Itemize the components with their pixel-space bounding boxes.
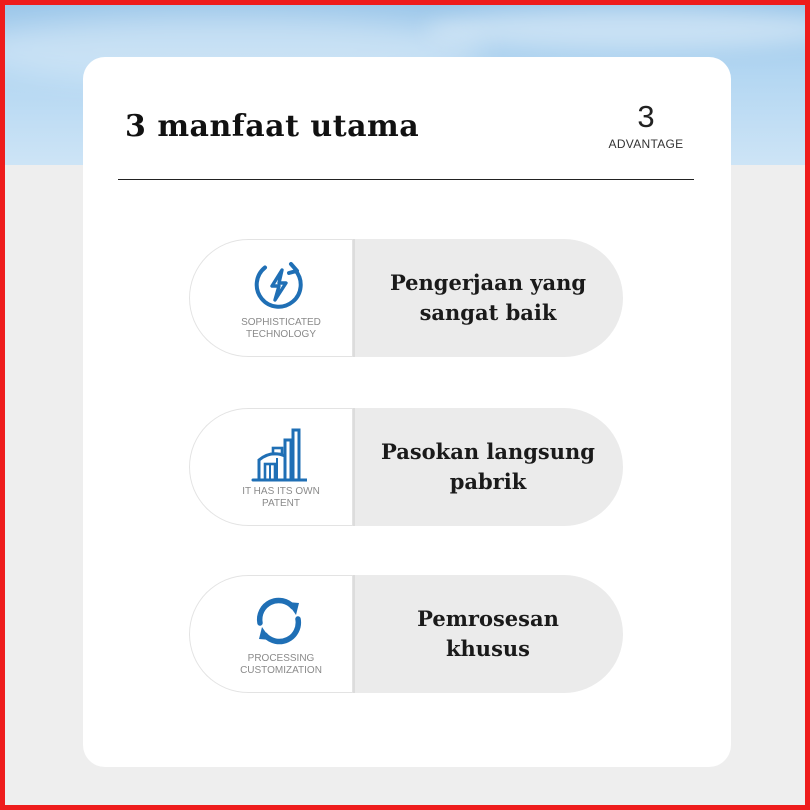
feature-item-workmanship: [189, 239, 623, 357]
feature-item-custom-processing: [189, 575, 623, 693]
feature-icon-panel: [189, 408, 353, 526]
advantage-count: 3: [637, 99, 655, 134]
feature-text: Pengerjaan yang sangat baik: [389, 270, 587, 325]
feature-text: Pemrosesan khusus: [417, 606, 559, 661]
feature-icon-panel: [189, 575, 353, 693]
feature-text: Pasokan langsung pabrik: [381, 439, 595, 494]
factory-icon: [251, 426, 307, 482]
advantages-card: [83, 57, 731, 767]
feature-item-factory-supply: [189, 408, 623, 526]
feature-caption: PROCESSING CUSTOMIZATION: [240, 653, 322, 676]
feature-caption: IT HAS ITS OWN PATENT: [242, 486, 320, 509]
advantage-label: ADVANTAGE: [608, 137, 684, 151]
refresh-icon: [251, 593, 307, 649]
page-title: 3 manfaat utama: [125, 109, 420, 144]
lightning-icon: [251, 257, 307, 313]
feature-caption: SOPHISTICATED TECHNOLOGY: [241, 317, 321, 340]
feature-icon-panel: [189, 239, 353, 357]
title-divider: [118, 179, 694, 180]
canvas: [5, 5, 805, 805]
